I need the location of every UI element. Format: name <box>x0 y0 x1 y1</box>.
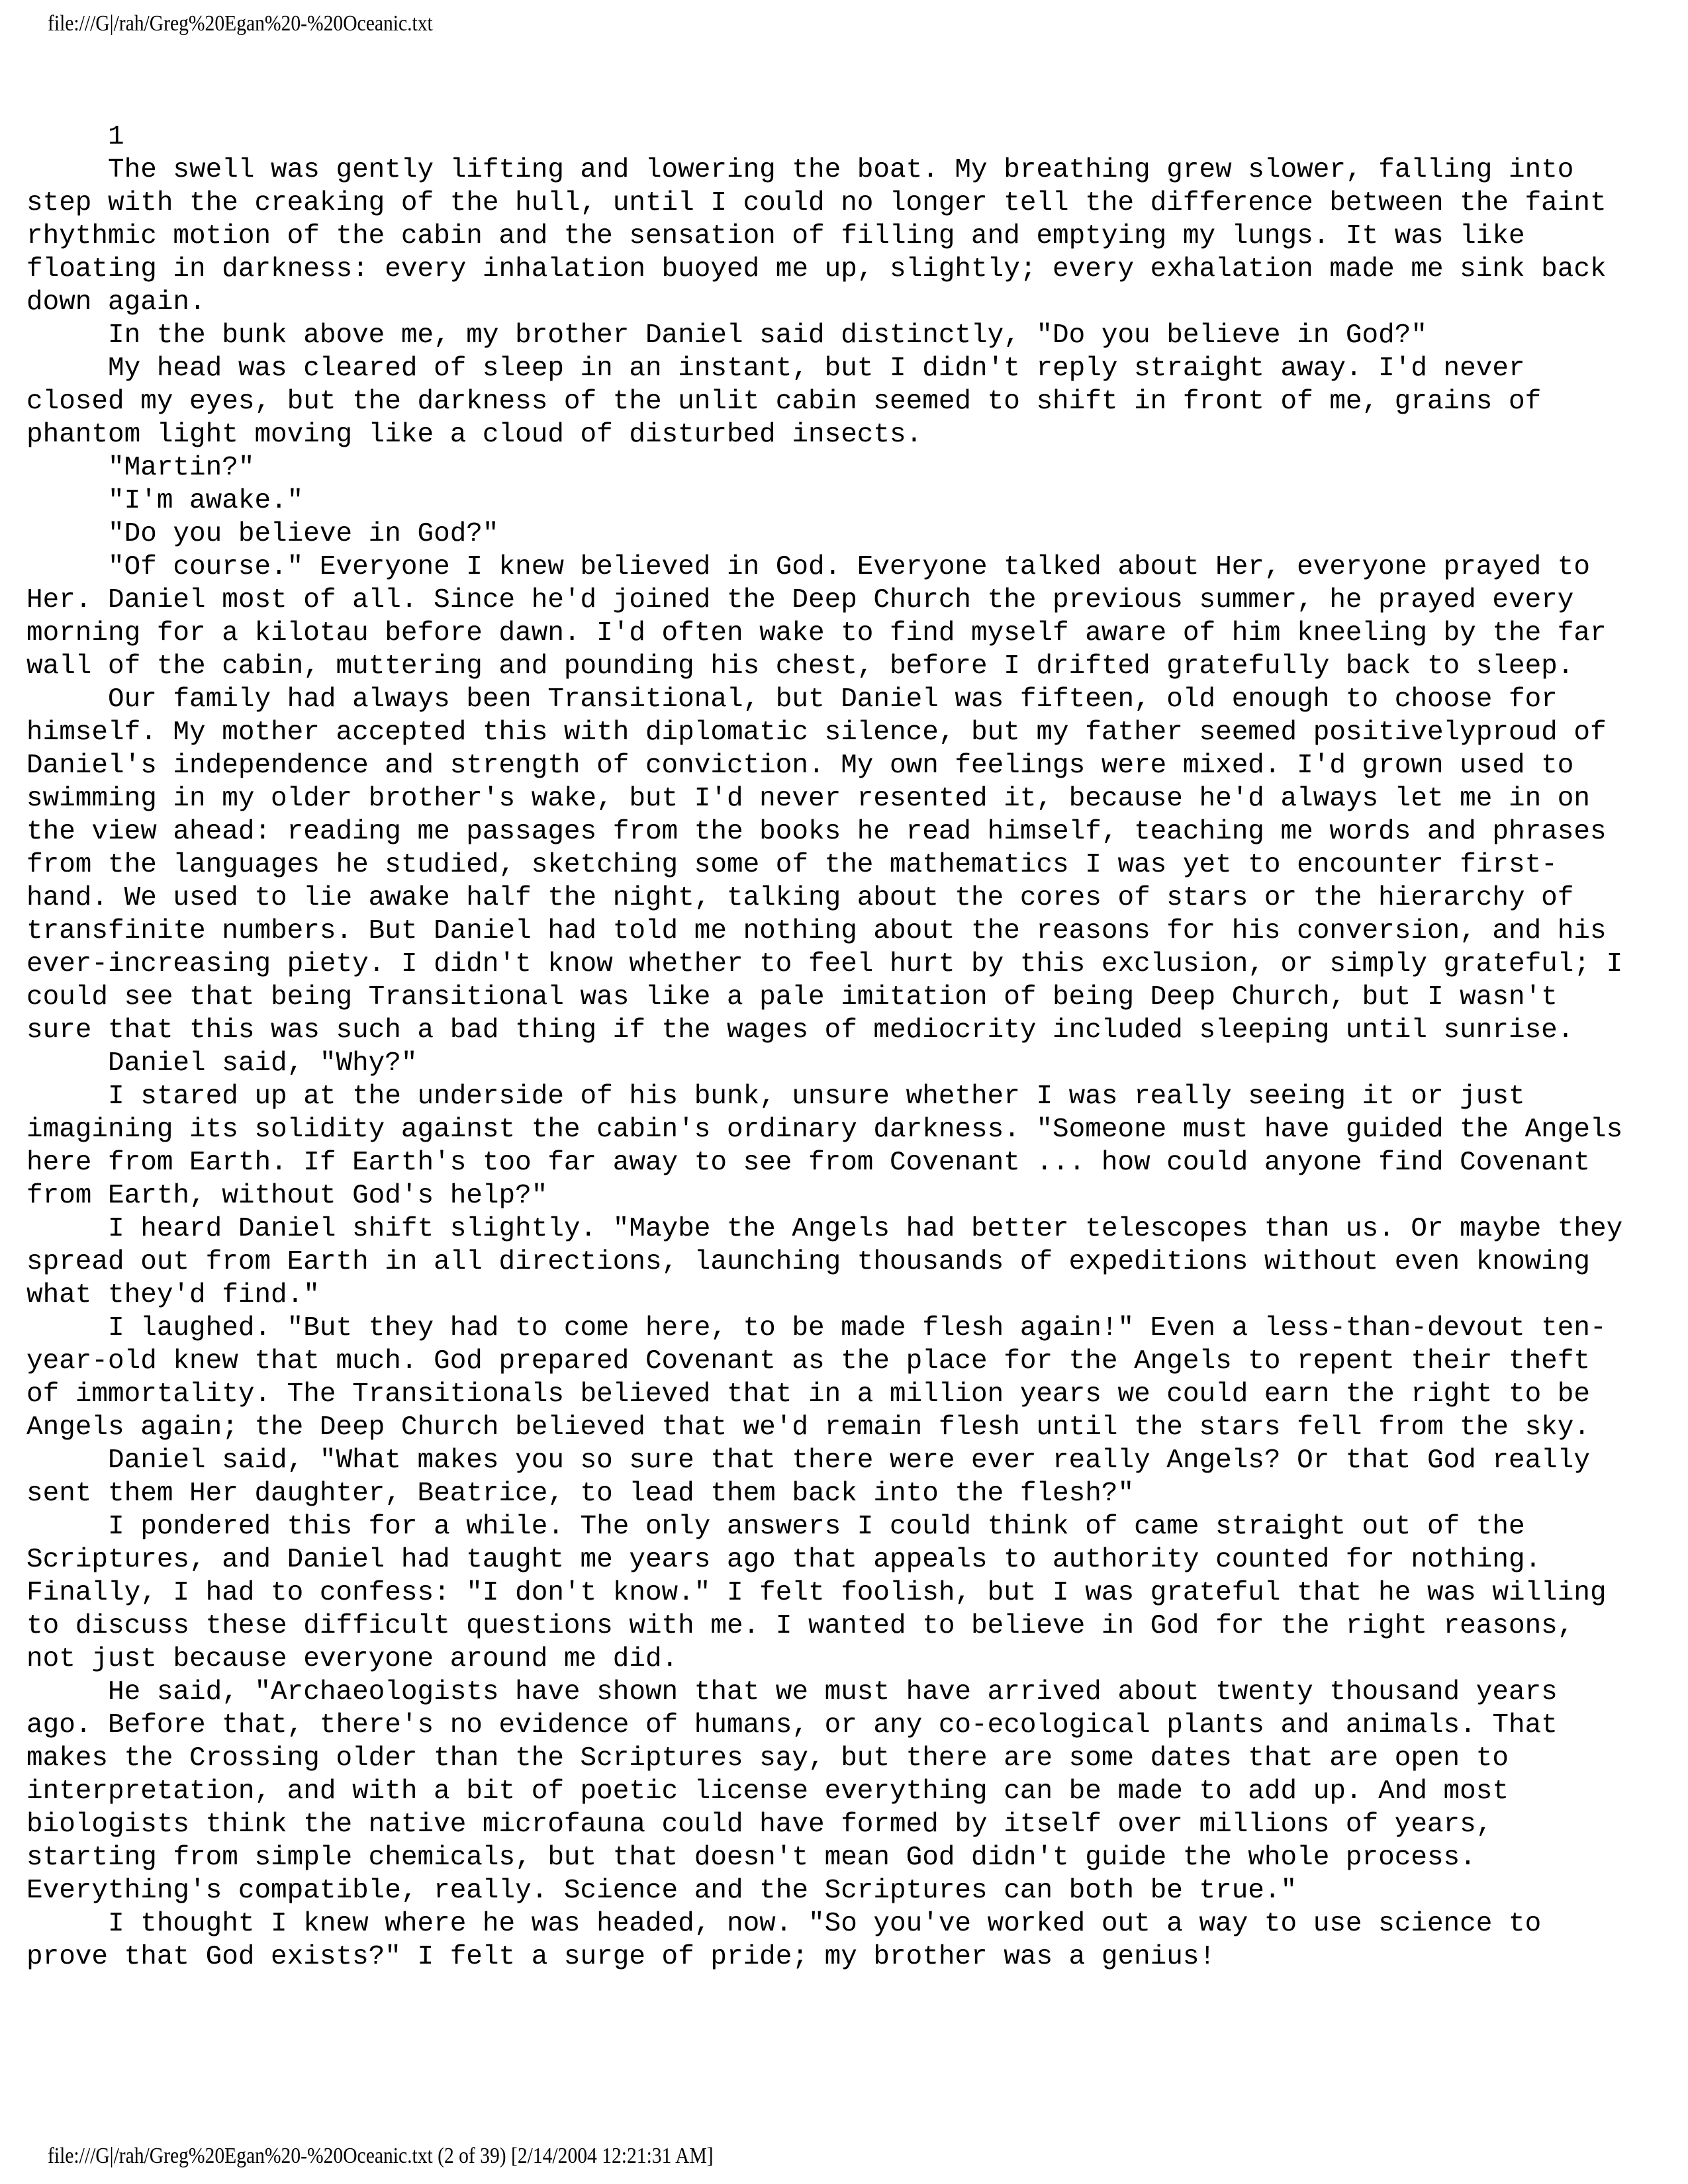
text-line: wall of the cabin, muttering and pounding his chest, before I drifted gratefully back to sleep. <box>26 651 1574 682</box>
text-line: prove that God exists?" I felt a surge of pride; my brother was a genius! <box>26 1942 1216 1972</box>
footer-page-info: file:///G|/rah/Greg%20Egan%20-%20Oceanic.txt (2 of 39) [2/14/2004 12:21:31 AM] <box>48 2144 714 2168</box>
text-line: not just because everyone around me did. <box>26 1644 679 1674</box>
text-line: I thought I knew where he was headed, now. "So you've worked out a way to use science to <box>26 1909 1542 1939</box>
text-line: makes the Crossing older than the Scriptures say, but there are some dates that are open to <box>26 1743 1509 1774</box>
text-line: In the bunk above me, my brother Daniel said distinctly, "Do you believe in God?" <box>26 320 1427 351</box>
text-line: year-old knew that much. God prepared Covenant as the place for the Angels to repent their theft <box>26 1346 1590 1377</box>
text-line: I heard Daniel shift slightly. "Maybe the Angels had better telescopes than us. Or maybe they <box>26 1214 1623 1244</box>
text-line: interpretation, and with a bit of poetic license everything can be made to add up. And most <box>26 1776 1509 1807</box>
text-line: morning for a kilotau before dawn. I'd often wake to find myself aware of him kneeling by the far <box>26 618 1607 649</box>
text-line: Scriptures, and Daniel had taught me years ago that appeals to authority counted for nothing. <box>26 1545 1542 1575</box>
text-line: hand. We used to lie awake half the night, talking about the cores of stars or the hierarchy of <box>26 883 1574 913</box>
text-line: starting from simple chemicals, but that doesn't mean God didn't guide the whole process. <box>26 1843 1476 1873</box>
text-line: "I'm awake." <box>26 486 304 516</box>
text-line: spread out from Earth in all directions, launching thousands of expeditions without even knowing <box>26 1247 1590 1277</box>
text-line: what they'd find." <box>26 1280 320 1310</box>
text-line: from Earth, without God's help?" <box>26 1181 548 1211</box>
text-line: floating in darkness: every inhalation buoyed me up, slightly; every exhalation made me sink back <box>26 254 1607 285</box>
text-line: Everything's compatible, really. Science and the Scriptures can both be true." <box>26 1876 1297 1906</box>
text-line: could see that being Transitional was like a pale imitation of being Deep Church, but I wasn't <box>26 982 1558 1013</box>
text-line: himself. My mother accepted this with diplomatic silence, but my father seemed positivelyproud of <box>26 717 1607 748</box>
text-line: Daniel's independence and strength of conviction. My own feelings were mixed. I'd grown used to <box>26 751 1574 781</box>
text-line: The swell was gently lifting and lowering the boat. My breathing grew slower, falling into <box>26 155 1574 185</box>
text-line: Her. Daniel most of all. Since he'd joined the Deep Church the previous summer, he prayed every <box>26 585 1574 615</box>
text-line: rhythmic motion of the cabin and the sensation of filling and emptying my lungs. It was like <box>26 221 1525 251</box>
text-line: sent them Her daughter, Beatrice, to lead them back into the flesh?" <box>26 1479 1135 1509</box>
text-line: imagining its solidity against the cabin's ordinary darkness. "Someone must have guided the Angels <box>26 1115 1623 1145</box>
text-line: "Of course." Everyone I knew believed in God. Everyone talked about Her, everyone prayed to <box>26 552 1590 582</box>
text-line: Finally, I had to confess: "I don't know." I felt foolish, but I was grateful that he was willing <box>26 1578 1607 1608</box>
text-line: swimming in my older brother's wake, but I'd never resented it, because he'd always let me in on <box>26 784 1590 814</box>
text-line: sure that this was such a bad thing if the wages of mediocrity included sleeping until sunrise. <box>26 1015 1574 1046</box>
text-line: ago. Before that, there's no evidence of humans, or any co-ecological plants and animals. That <box>26 1710 1558 1741</box>
header-file-path: file:///G|/rah/Greg%20Egan%20-%20Oceanic.txt <box>48 11 433 36</box>
text-line: He said, "Archaeologists have shown that we must have arrived about twenty thousand years <box>26 1677 1558 1707</box>
text-line: Our family had always been Transitional, but Daniel was fifteen, old enough to choose for <box>26 684 1558 715</box>
text-line: Angels again; the Deep Church believed that we'd remain flesh until the stars fell from the sky. <box>26 1412 1590 1443</box>
text-line: to discuss these difficult questions with me. I wanted to believe in God for the right reasons, <box>26 1611 1574 1641</box>
text-line: Daniel said, "Why?" <box>26 1048 418 1079</box>
document-body <box>26 120 1668 1974</box>
text-line: biologists think the native microfauna could have formed by itself over millions of years, <box>26 1809 1493 1840</box>
text-line: step with the creaking of the hull, until I could no longer tell the difference between the faint <box>26 188 1607 218</box>
text-line: "Martin?" <box>26 453 255 483</box>
text-line: I pondered this for a while. The only answers I could think of came straight out of the <box>26 1512 1525 1542</box>
text-line: I laughed. "But they had to come here, to be made flesh again!" Even a less-than-devout ten- <box>26 1313 1607 1343</box>
text-line: "Do you believe in God?" <box>26 519 499 549</box>
text-line: 1 <box>26 122 124 152</box>
text-line: transfinite numbers. But Daniel had told me nothing about the reasons for his conversion, and his <box>26 916 1607 946</box>
text-line: closed my eyes, but the darkness of the unlit cabin seemed to shift in front of me, grains of <box>26 387 1542 417</box>
text-line: My head was cleared of sleep in an instant, but I didn't reply straight away. I'd never <box>26 353 1525 384</box>
text-line: I stared up at the underside of his bunk, unsure whether I was really seeing it or just <box>26 1081 1525 1112</box>
text-line: from the languages he studied, sketching some of the mathematics I was yet to encounter first- <box>26 850 1558 880</box>
text-line: of immortality. The Transitionals believed that in a million years we could earn the right to be <box>26 1379 1590 1410</box>
text-line: the view ahead: reading me passages from the books he read himself, teaching me words and phrases <box>26 817 1607 847</box>
text-line: here from Earth. If Earth's too far away to see from Covenant ... how could anyone find Covenant <box>26 1148 1590 1178</box>
text-line: phantom light moving like a cloud of disturbed insects. <box>26 420 923 450</box>
text-line: down again. <box>26 287 206 318</box>
text-line: Daniel said, "What makes you so sure that there were ever really Angels? Or that God really <box>26 1445 1590 1476</box>
text-line: ever-increasing piety. I didn't know whether to feel hurt by this exclusion, or simply grateful; I <box>26 949 1623 979</box>
